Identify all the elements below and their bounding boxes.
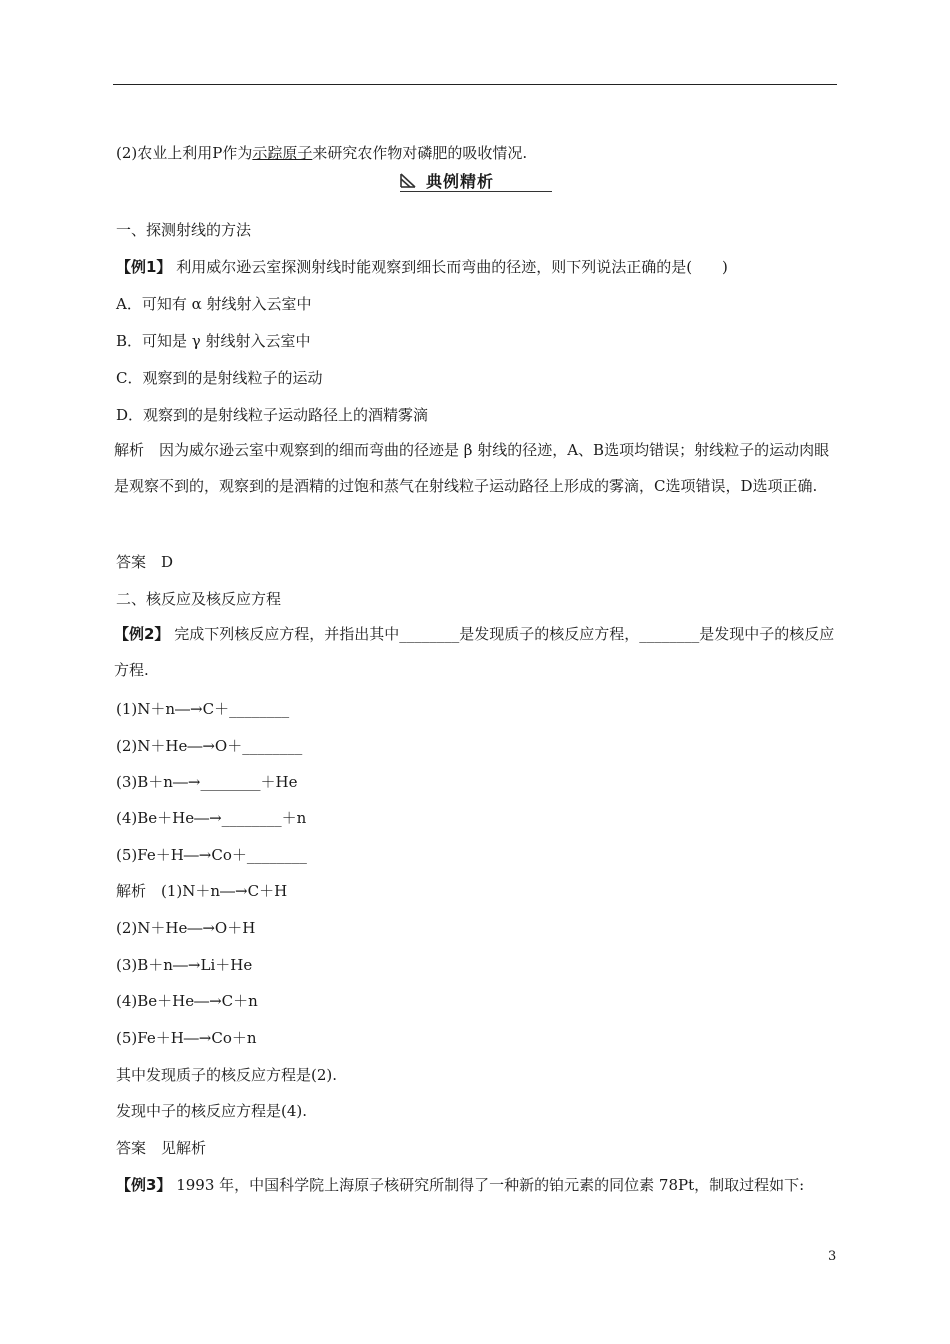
ex2-solution: 解析 (1)N＋n―→C＋H (116, 882, 288, 900)
intro-prefix: (2)农业上利用P作为 (116, 144, 253, 162)
ex2-solution: (4)Be＋He―→C＋n (116, 992, 258, 1010)
ex2-conclusion-neutron: 发现中子的核反应方程是(4). (116, 1102, 308, 1120)
ex1-option-d: D．观察到的是射线粒子运动路径上的酒精雾滴 (116, 406, 429, 424)
section-heading-text: 典例精析 (426, 172, 495, 191)
ex1-analysis: 解析 因为威尔逊云室中观察到的细而弯曲的径迹是 β 射线的径迹，A、B选项均错误；射线粒子的运动肉眼是观察不到的，观察到的是酒精的过饱和蒸气在射线粒子运动路径上形成的雾滴，C选项错误，D选项正确. (114, 441, 830, 495)
ex1-option-c: C．观察到的是射线粒子的运动 (116, 369, 323, 387)
ex2-question (114, 616, 838, 688)
ex3-question (116, 1175, 804, 1195)
page-number: 3 (828, 1249, 837, 1264)
ex2-question-text: 完成下列核反应方程，并指出其中________是发现质子的核反应方程，________是发现中子的核反应方程. (114, 625, 835, 679)
part2-title: 二、核反应及核反应方程 (116, 590, 282, 608)
ex1-option-b: B．可知是 γ 射线射入云室中 (116, 332, 311, 350)
diagonal-lines-icon (400, 172, 416, 188)
part1-title: 一、探测射线的方法 (116, 221, 252, 239)
ex2-equation: (5)Fe＋H―→Co＋________ (116, 846, 307, 864)
intro-line (116, 143, 527, 163)
ex2-solution: (2)N＋He―→O＋H (116, 919, 256, 937)
ex2-conclusion-proton: 其中发现质子的核反应方程是(2). (116, 1066, 338, 1084)
section-heading-underline (400, 191, 552, 192)
ex2-answer: 答案 见解析 (116, 1139, 207, 1157)
ex2-solution: (5)Fe＋H―→Co＋n (116, 1029, 257, 1047)
ex1-question (116, 257, 728, 277)
header-rule (113, 84, 837, 85)
ex1-option-a: A．可知有 α 射线射入云室中 (116, 295, 312, 313)
ex2-tag: 【例2】 (114, 625, 170, 643)
ex1-tag: 【例1】 (116, 258, 172, 276)
intro-suffix: 来研究农作物对磷肥的吸收情况. (312, 144, 528, 162)
ex1-question-text: 利用威尔逊云室探测射线时能观察到细长而弯曲的径迹，则下列说法正确的是( ) (171, 258, 728, 276)
ex2-equation: (3)B＋n―→________＋He (116, 773, 298, 791)
ex2-equation: (1)N＋n―→C＋________ (116, 700, 290, 718)
ex3-tag: 【例3】 (116, 1176, 172, 1194)
section-heading (400, 168, 552, 192)
intro-underlined-term: 示踪原子 (252, 144, 313, 162)
ex2-equation: (4)Be＋He―→________＋n (116, 809, 307, 827)
ex3-question-text: 1993 年，中国科学院上海原子核研究所制得了一种新的铂元素的同位素 78Pt，制取过程如下: (171, 1176, 805, 1194)
ex2-equation: (2)N＋He―→O＋________ (116, 737, 303, 755)
ex2-solution: (3)B＋n―→Li＋He (116, 956, 253, 974)
ex1-answer: 答案 D (116, 553, 174, 571)
